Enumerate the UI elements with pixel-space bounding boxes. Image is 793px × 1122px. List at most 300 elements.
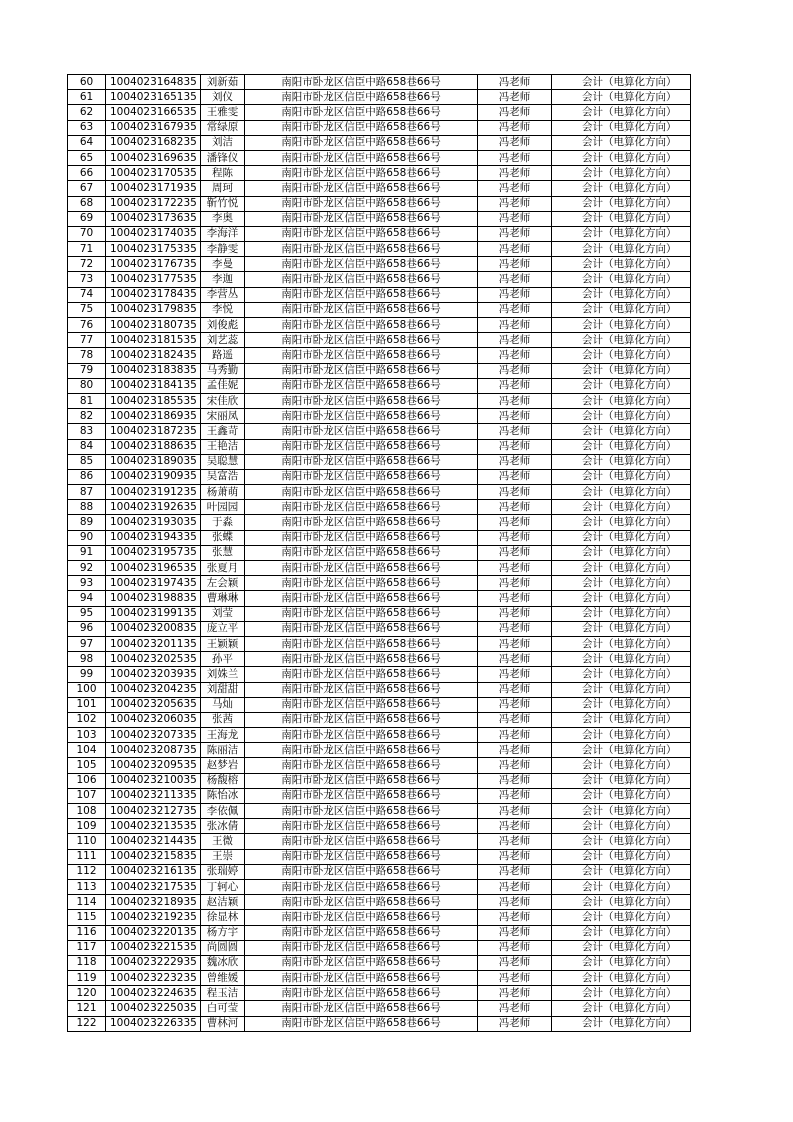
student-name-cell: 杨方宇 (201, 925, 245, 940)
table-row (68, 773, 691, 788)
teacher-cell: 冯老师 (478, 591, 552, 606)
address-cell: 南阳市卧龙区信臣中路658巷66号 (245, 348, 478, 363)
teacher-cell: 冯老师 (478, 166, 552, 181)
table-row (68, 682, 691, 697)
student-name-cell: 程玉洁 (201, 986, 245, 1001)
address-cell: 南阳市卧龙区信臣中路658巷66号 (245, 864, 478, 879)
major-cell: 会计（电算化方向） (552, 1016, 691, 1031)
student-name-cell: 庞立平 (201, 621, 245, 636)
table-row (68, 393, 691, 408)
major-cell: 会计（电算化方向） (552, 910, 691, 925)
student-name-cell: 宋丽凤 (201, 409, 245, 424)
address-cell: 南阳市卧龙区信臣中路658巷66号 (245, 561, 478, 576)
table-row (68, 788, 691, 803)
teacher-cell: 冯老师 (478, 135, 552, 150)
teacher-cell: 冯老师 (478, 986, 552, 1001)
teacher-cell: 冯老师 (478, 90, 552, 105)
table-row (68, 849, 691, 864)
teacher-cell: 冯老师 (478, 895, 552, 910)
major-cell: 会计（电算化方向） (552, 485, 691, 500)
major-cell: 会计（电算化方向） (552, 743, 691, 758)
teacher-cell: 冯老师 (478, 272, 552, 287)
table-row (68, 986, 691, 1001)
teacher-cell: 冯老师 (478, 910, 552, 925)
teacher-cell: 冯老师 (478, 196, 552, 211)
major-cell: 会计（电算化方向） (552, 333, 691, 348)
teacher-cell: 冯老师 (478, 606, 552, 621)
major-cell: 会计（电算化方向） (552, 90, 691, 105)
teacher-cell: 冯老师 (478, 348, 552, 363)
table-row (68, 940, 691, 955)
table-row (68, 242, 691, 257)
table-row (68, 120, 691, 135)
address-cell: 南阳市卧龙区信臣中路658巷66号 (245, 819, 478, 834)
student-id-cell: 1004023167935 (106, 120, 201, 135)
major-cell: 会计（电算化方向） (552, 682, 691, 697)
major-cell: 会计（电算化方向） (552, 576, 691, 591)
address-cell: 南阳市卧龙区信臣中路658巷66号 (245, 986, 478, 1001)
student-name-cell: 孟佳妮 (201, 378, 245, 393)
teacher-cell: 冯老师 (478, 849, 552, 864)
row-number-cell: 98 (68, 652, 106, 667)
row-number-cell: 104 (68, 743, 106, 758)
table-row (68, 697, 691, 712)
row-number-cell: 92 (68, 561, 106, 576)
table-row (68, 226, 691, 241)
student-id-cell: 1004023213535 (106, 819, 201, 834)
student-name-cell: 李依佩 (201, 804, 245, 819)
student-id-cell: 1004023196535 (106, 561, 201, 576)
student-id-cell: 1004023164835 (106, 75, 201, 90)
address-cell: 南阳市卧龙区信臣中路658巷66号 (245, 682, 478, 697)
row-number-cell: 99 (68, 667, 106, 682)
table-row (68, 181, 691, 196)
major-cell: 会计（电算化方向） (552, 955, 691, 970)
row-number-cell: 78 (68, 348, 106, 363)
table-row (68, 515, 691, 530)
major-cell: 会计（电算化方向） (552, 728, 691, 743)
major-cell: 会计（电算化方向） (552, 105, 691, 120)
student-id-cell: 1004023223235 (106, 971, 201, 986)
address-cell: 南阳市卧龙区信臣中路658巷66号 (245, 971, 478, 986)
address-cell: 南阳市卧龙区信臣中路658巷66号 (245, 576, 478, 591)
student-name-cell: 徐显林 (201, 910, 245, 925)
table-row (68, 469, 691, 484)
roster-rows (68, 75, 691, 1032)
student-id-cell: 1004023165135 (106, 90, 201, 105)
major-cell: 会计（电算化方向） (552, 226, 691, 241)
table-row (68, 272, 691, 287)
address-cell: 南阳市卧龙区信臣中路658巷66号 (245, 211, 478, 226)
student-name-cell: 叶园园 (201, 500, 245, 515)
teacher-cell: 冯老师 (478, 211, 552, 226)
table-row (68, 636, 691, 651)
student-id-cell: 1004023180735 (106, 318, 201, 333)
row-number-cell: 62 (68, 105, 106, 120)
teacher-cell: 冯老师 (478, 485, 552, 500)
row-number-cell: 101 (68, 697, 106, 712)
student-name-cell: 杨萧萌 (201, 485, 245, 500)
student-id-cell: 1004023201135 (106, 636, 201, 651)
teacher-cell: 冯老师 (478, 712, 552, 727)
row-number-cell: 70 (68, 226, 106, 241)
major-cell: 会计（电算化方向） (552, 606, 691, 621)
major-cell: 会计（电算化方向） (552, 272, 691, 287)
address-cell: 南阳市卧龙区信臣中路658巷66号 (245, 879, 478, 894)
table-row (68, 530, 691, 545)
row-number-cell: 82 (68, 409, 106, 424)
row-number-cell: 112 (68, 864, 106, 879)
student-id-cell: 1004023187235 (106, 424, 201, 439)
student-id-cell: 1004023199135 (106, 606, 201, 621)
address-cell: 南阳市卧龙区信臣中路658巷66号 (245, 393, 478, 408)
table-row (68, 302, 691, 317)
address-cell: 南阳市卧龙区信臣中路658巷66号 (245, 591, 478, 606)
major-cell: 会计（电算化方向） (552, 652, 691, 667)
teacher-cell: 冯老师 (478, 925, 552, 940)
student-id-cell: 1004023179835 (106, 302, 201, 317)
student-name-cell: 王微 (201, 834, 245, 849)
address-cell: 南阳市卧龙区信臣中路658巷66号 (245, 895, 478, 910)
address-cell: 南阳市卧龙区信臣中路658巷66号 (245, 621, 478, 636)
student-id-cell: 1004023206035 (106, 712, 201, 727)
student-id-cell: 1004023193035 (106, 515, 201, 530)
table-row (68, 105, 691, 120)
student-name-cell: 马秀勤 (201, 363, 245, 378)
student-id-cell: 1004023181535 (106, 333, 201, 348)
major-cell: 会计（电算化方向） (552, 591, 691, 606)
row-number-cell: 114 (68, 895, 106, 910)
student-id-cell: 1004023214435 (106, 834, 201, 849)
major-cell: 会计（电算化方向） (552, 135, 691, 150)
address-cell: 南阳市卧龙区信臣中路658巷66号 (245, 712, 478, 727)
teacher-cell: 冯老师 (478, 971, 552, 986)
student-name-cell: 白可莹 (201, 1001, 245, 1016)
student-name-cell: 刘姝兰 (201, 667, 245, 682)
student-name-cell: 曹林河 (201, 1016, 245, 1031)
major-cell: 会计（电算化方向） (552, 150, 691, 165)
student-name-cell: 刘仪 (201, 90, 245, 105)
student-id-cell: 1004023189035 (106, 454, 201, 469)
row-number-cell: 65 (68, 150, 106, 165)
row-number-cell: 113 (68, 879, 106, 894)
major-cell: 会计（电算化方向） (552, 242, 691, 257)
teacher-cell: 冯老师 (478, 500, 552, 515)
address-cell: 南阳市卧龙区信臣中路658巷66号 (245, 1016, 478, 1031)
table-row (68, 196, 691, 211)
student-id-cell: 1004023174035 (106, 226, 201, 241)
student-name-cell: 程陈 (201, 166, 245, 181)
major-cell: 会计（电算化方向） (552, 515, 691, 530)
table-row (68, 257, 691, 272)
teacher-cell: 冯老师 (478, 439, 552, 454)
student-id-cell: 1004023218935 (106, 895, 201, 910)
address-cell: 南阳市卧龙区信臣中路658巷66号 (245, 333, 478, 348)
major-cell: 会计（电算化方向） (552, 181, 691, 196)
address-cell: 南阳市卧龙区信臣中路658巷66号 (245, 150, 478, 165)
teacher-cell: 冯老师 (478, 333, 552, 348)
student-id-cell: 1004023172235 (106, 196, 201, 211)
teacher-cell: 冯老师 (478, 1016, 552, 1031)
address-cell: 南阳市卧龙区信臣中路658巷66号 (245, 773, 478, 788)
table-row (68, 591, 691, 606)
row-number-cell: 69 (68, 211, 106, 226)
major-cell: 会计（电算化方向） (552, 166, 691, 181)
major-cell: 会计（电算化方向） (552, 363, 691, 378)
table-row (68, 211, 691, 226)
student-name-cell: 刘新茹 (201, 75, 245, 90)
major-cell: 会计（电算化方向） (552, 636, 691, 651)
major-cell: 会计（电算化方向） (552, 454, 691, 469)
student-id-cell: 1004023169635 (106, 150, 201, 165)
address-cell: 南阳市卧龙区信臣中路658巷66号 (245, 135, 478, 150)
student-id-cell: 1004023175335 (106, 242, 201, 257)
student-name-cell: 张慧 (201, 545, 245, 560)
address-cell: 南阳市卧龙区信臣中路658巷66号 (245, 515, 478, 530)
address-cell: 南阳市卧龙区信臣中路658巷66号 (245, 424, 478, 439)
major-cell: 会计（电算化方向） (552, 75, 691, 90)
table-row (68, 712, 691, 727)
student-name-cell: 李营丛 (201, 287, 245, 302)
student-name-cell: 刘莹 (201, 606, 245, 621)
teacher-cell: 冯老师 (478, 728, 552, 743)
major-cell: 会计（电算化方向） (552, 211, 691, 226)
major-cell: 会计（电算化方向） (552, 819, 691, 834)
major-cell: 会计（电算化方向） (552, 621, 691, 636)
row-number-cell: 67 (68, 181, 106, 196)
teacher-cell: 冯老师 (478, 302, 552, 317)
address-cell: 南阳市卧龙区信臣中路658巷66号 (245, 485, 478, 500)
table-row (68, 652, 691, 667)
student-id-cell: 1004023185535 (106, 393, 201, 408)
teacher-cell: 冯老师 (478, 788, 552, 803)
teacher-cell: 冯老师 (478, 105, 552, 120)
teacher-cell: 冯老师 (478, 743, 552, 758)
student-id-cell: 1004023191235 (106, 485, 201, 500)
teacher-cell: 冯老师 (478, 652, 552, 667)
table-row (68, 1001, 691, 1016)
address-cell: 南阳市卧龙区信臣中路658巷66号 (245, 530, 478, 545)
major-cell: 会计（电算化方向） (552, 561, 691, 576)
student-name-cell: 赵梦岩 (201, 758, 245, 773)
table-row (68, 819, 691, 834)
student-id-cell: 1004023178435 (106, 287, 201, 302)
table-row (68, 925, 691, 940)
row-number-cell: 94 (68, 591, 106, 606)
row-number-cell: 66 (68, 166, 106, 181)
student-name-cell: 赵洁颖 (201, 895, 245, 910)
row-number-cell: 71 (68, 242, 106, 257)
teacher-cell: 冯老师 (478, 773, 552, 788)
teacher-cell: 冯老师 (478, 393, 552, 408)
address-cell: 南阳市卧龙区信臣中路658巷66号 (245, 90, 478, 105)
teacher-cell: 冯老师 (478, 409, 552, 424)
row-number-cell: 117 (68, 940, 106, 955)
major-cell: 会计（电算化方向） (552, 849, 691, 864)
table-row (68, 758, 691, 773)
address-cell: 南阳市卧龙区信臣中路658巷66号 (245, 378, 478, 393)
row-number-cell: 108 (68, 804, 106, 819)
row-number-cell: 120 (68, 986, 106, 1001)
teacher-cell: 冯老师 (478, 318, 552, 333)
major-cell: 会计（电算化方向） (552, 864, 691, 879)
row-number-cell: 79 (68, 363, 106, 378)
address-cell: 南阳市卧龙区信臣中路658巷66号 (245, 120, 478, 135)
student-name-cell: 王颖颖 (201, 636, 245, 651)
table-row (68, 834, 691, 849)
major-cell: 会计（电算化方向） (552, 530, 691, 545)
row-number-cell: 96 (68, 621, 106, 636)
address-cell: 南阳市卧龙区信臣中路658巷66号 (245, 257, 478, 272)
address-cell: 南阳市卧龙区信臣中路658巷66号 (245, 910, 478, 925)
major-cell: 会计（电算化方向） (552, 895, 691, 910)
student-name-cell: 陈怡冰 (201, 788, 245, 803)
address-cell: 南阳市卧龙区信臣中路658巷66号 (245, 469, 478, 484)
teacher-cell: 冯老师 (478, 636, 552, 651)
address-cell: 南阳市卧龙区信臣中路658巷66号 (245, 545, 478, 560)
table-row (68, 743, 691, 758)
table-row (68, 606, 691, 621)
teacher-cell: 冯老师 (478, 955, 552, 970)
student-id-cell: 1004023171935 (106, 181, 201, 196)
major-cell: 会计（电算化方向） (552, 925, 691, 940)
row-number-cell: 95 (68, 606, 106, 621)
student-id-cell: 1004023216135 (106, 864, 201, 879)
table-row (68, 545, 691, 560)
row-number-cell: 90 (68, 530, 106, 545)
row-number-cell: 118 (68, 955, 106, 970)
address-cell: 南阳市卧龙区信臣中路658巷66号 (245, 728, 478, 743)
student-name-cell: 孙平 (201, 652, 245, 667)
row-number-cell: 64 (68, 135, 106, 150)
teacher-cell: 冯老师 (478, 454, 552, 469)
row-number-cell: 76 (68, 318, 106, 333)
teacher-cell: 冯老师 (478, 287, 552, 302)
student-name-cell: 马灿 (201, 697, 245, 712)
student-id-cell: 1004023220135 (106, 925, 201, 940)
major-cell: 会计（电算化方向） (552, 697, 691, 712)
teacher-cell: 冯老师 (478, 257, 552, 272)
student-id-cell: 1004023204235 (106, 682, 201, 697)
table-row (68, 348, 691, 363)
teacher-cell: 冯老师 (478, 181, 552, 196)
address-cell: 南阳市卧龙区信臣中路658巷66号 (245, 105, 478, 120)
student-name-cell: 于淼 (201, 515, 245, 530)
table-row (68, 971, 691, 986)
student-id-cell: 1004023210035 (106, 773, 201, 788)
teacher-cell: 冯老师 (478, 819, 552, 834)
student-id-cell: 1004023215835 (106, 849, 201, 864)
student-id-cell: 1004023226335 (106, 1016, 201, 1031)
student-name-cell: 王崇 (201, 849, 245, 864)
major-cell: 会计（电算化方向） (552, 120, 691, 135)
student-id-cell: 1004023170535 (106, 166, 201, 181)
address-cell: 南阳市卧龙区信臣中路658巷66号 (245, 940, 478, 955)
teacher-cell: 冯老师 (478, 378, 552, 393)
row-number-cell: 72 (68, 257, 106, 272)
student-id-cell: 1004023205635 (106, 697, 201, 712)
major-cell: 会计（电算化方向） (552, 834, 691, 849)
address-cell: 南阳市卧龙区信臣中路658巷66号 (245, 242, 478, 257)
student-id-cell: 1004023203935 (106, 667, 201, 682)
teacher-cell: 冯老师 (478, 561, 552, 576)
major-cell: 会计（电算化方向） (552, 287, 691, 302)
table-row (68, 561, 691, 576)
student-id-cell: 1004023211335 (106, 788, 201, 803)
major-cell: 会计（电算化方向） (552, 667, 691, 682)
student-name-cell: 左会颖 (201, 576, 245, 591)
address-cell: 南阳市卧龙区信臣中路658巷66号 (245, 743, 478, 758)
teacher-cell: 冯老师 (478, 940, 552, 955)
table-row (68, 363, 691, 378)
major-cell: 会计（电算化方向） (552, 348, 691, 363)
table-row (68, 621, 691, 636)
table-row (68, 409, 691, 424)
student-name-cell: 刘俊彪 (201, 318, 245, 333)
table-row (68, 166, 691, 181)
teacher-cell: 冯老师 (478, 804, 552, 819)
major-cell: 会计（电算化方向） (552, 257, 691, 272)
teacher-cell: 冯老师 (478, 530, 552, 545)
teacher-cell: 冯老师 (478, 576, 552, 591)
major-cell: 会计（电算化方向） (552, 971, 691, 986)
student-id-cell: 1004023190935 (106, 469, 201, 484)
major-cell: 会计（电算化方向） (552, 424, 691, 439)
row-number-cell: 63 (68, 120, 106, 135)
table-row (68, 150, 691, 165)
student-id-cell: 1004023212735 (106, 804, 201, 819)
student-name-cell: 张冰倩 (201, 819, 245, 834)
student-name-cell: 宋佳欣 (201, 393, 245, 408)
major-cell: 会计（电算化方向） (552, 758, 691, 773)
roster-table (67, 74, 691, 1032)
row-number-cell: 105 (68, 758, 106, 773)
student-name-cell: 周珂 (201, 181, 245, 196)
student-name-cell: 李奥 (201, 211, 245, 226)
student-name-cell: 张夏月 (201, 561, 245, 576)
teacher-cell: 冯老师 (478, 1001, 552, 1016)
address-cell: 南阳市卧龙区信臣中路658巷66号 (245, 409, 478, 424)
major-cell: 会计（电算化方向） (552, 940, 691, 955)
teacher-cell: 冯老师 (478, 424, 552, 439)
teacher-cell: 冯老师 (478, 697, 552, 712)
student-id-cell: 1004023183835 (106, 363, 201, 378)
student-name-cell: 李悦 (201, 302, 245, 317)
student-name-cell: 刘洁 (201, 135, 245, 150)
table-row (68, 879, 691, 894)
address-cell: 南阳市卧龙区信臣中路658巷66号 (245, 1001, 478, 1016)
major-cell: 会计（电算化方向） (552, 302, 691, 317)
student-name-cell: 丁轲心 (201, 879, 245, 894)
address-cell: 南阳市卧龙区信臣中路658巷66号 (245, 181, 478, 196)
address-cell: 南阳市卧龙区信臣中路658巷66号 (245, 955, 478, 970)
row-number-cell: 110 (68, 834, 106, 849)
student-name-cell: 路遥 (201, 348, 245, 363)
student-id-cell: 1004023176735 (106, 257, 201, 272)
teacher-cell: 冯老师 (478, 469, 552, 484)
table-row (68, 454, 691, 469)
student-id-cell: 1004023198835 (106, 591, 201, 606)
teacher-cell: 冯老师 (478, 667, 552, 682)
row-number-cell: 93 (68, 576, 106, 591)
address-cell: 南阳市卧龙区信臣中路658巷66号 (245, 849, 478, 864)
student-name-cell: 吴富浩 (201, 469, 245, 484)
address-cell: 南阳市卧龙区信臣中路658巷66号 (245, 758, 478, 773)
student-name-cell: 王海龙 (201, 728, 245, 743)
table-row (68, 287, 691, 302)
student-name-cell: 张茜 (201, 712, 245, 727)
student-name-cell: 王艳洁 (201, 439, 245, 454)
